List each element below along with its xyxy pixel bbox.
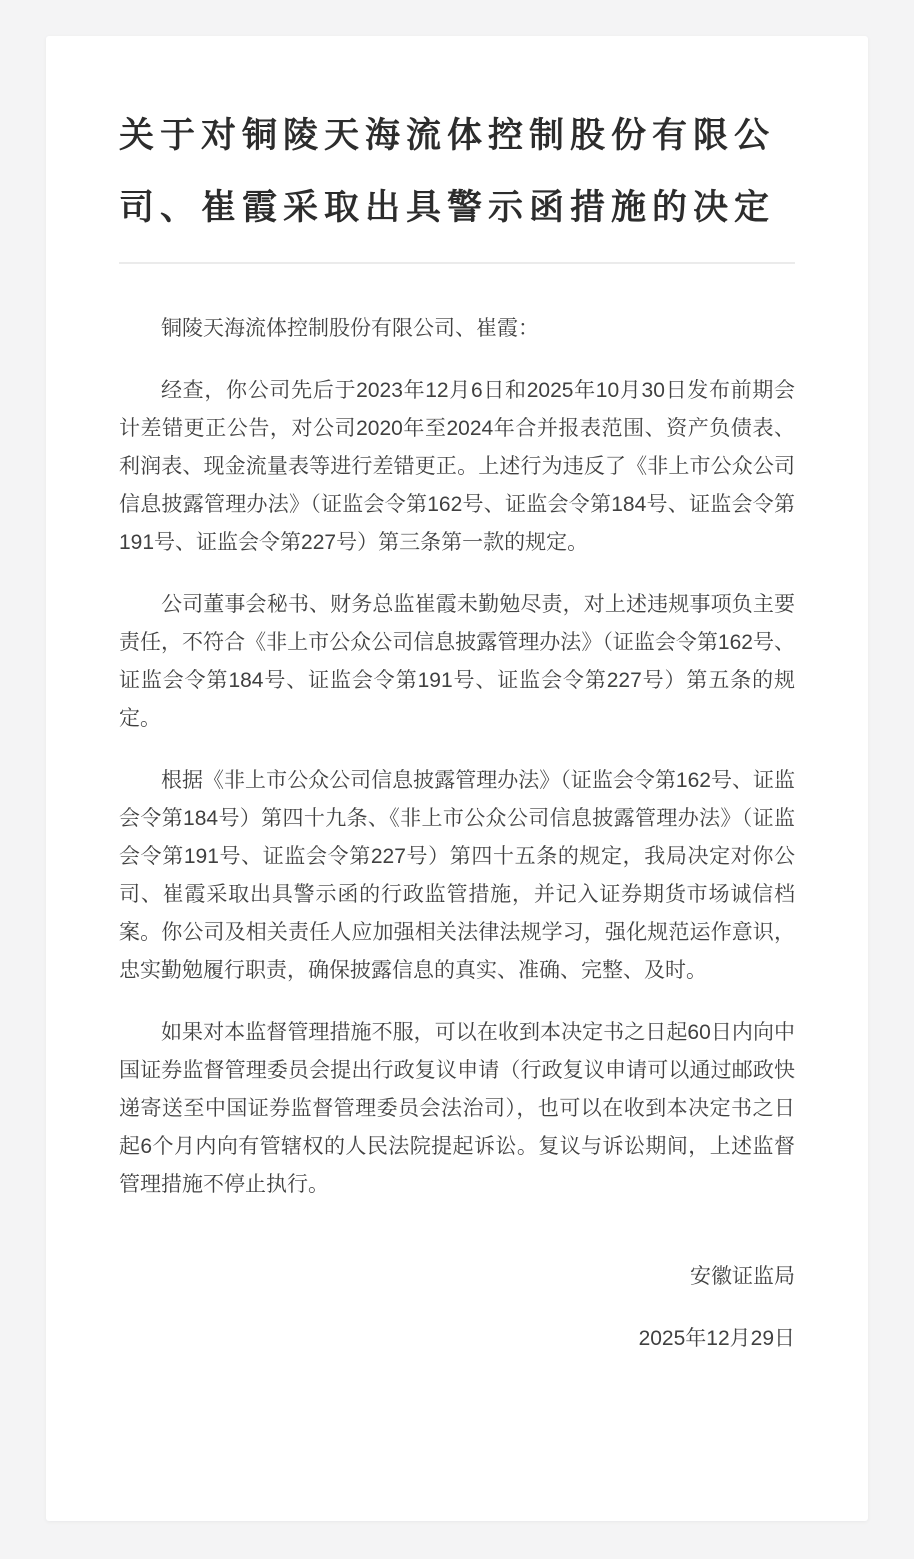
issue-date: 2025年12月29日 <box>638 1327 795 1350</box>
document-body <box>119 310 795 1204</box>
body-paragraph-2: 公司董事会秘书、财务总监崔霞未勤勉尽责，对上述违规事项负主要责任，不符合《非上市公众公司信息披露管理办法》（证监会令第162号、证监会令第184号、证监会令第191号、证监会令第227号）第五条的规定。 <box>119 593 795 730</box>
document-card <box>46 36 868 1521</box>
signature-block <box>119 1258 795 1358</box>
document-title: 关于对铜陵天海流体控制股份有限公司、崔霞采取出具警示函措施的决定 <box>119 116 776 227</box>
issuer-name: 安徽证监局 <box>690 1265 795 1288</box>
recipient-line: 铜陵天海流体控制股份有限公司、崔霞： <box>161 317 539 340</box>
title-divider <box>119 262 795 264</box>
body-paragraph-1: 经查，你公司先后于2023年12月6日和2025年10月30日发布前期会计差错更正公告，对公司2020年至2024年合并报表范围、资产负债表、利润表、现金流量表等进行差错更正。上述行为违反了《非上市公众公司信息披露管理办法》（证监会令第162号、证监会令第184号、证监会令第191号、证监会令第227号）第三条第一款的规定。 <box>119 379 795 554</box>
body-paragraph-3: 根据《非上市公众公司信息披露管理办法》（证监会令第162号、证监会令第184号）第四十九条、《非上市公众公司信息披露管理办法》（证监会令第191号、证监会令第227号）第四十五条的规定，我局决定对你公司、崔霞采取出具警示函的行政监管措施，并记入证券期货市场诚信档案。你公司及相关责任人应加强相关法律法规学习，强化规范运作意识，忠实勤勉履行职责，确保披露信息的真实、准确、完整、及时。 <box>119 769 795 982</box>
body-paragraph-4: 如果对本监督管理措施不服，可以在收到本决定书之日起60日内向中国证券监督管理委员会提出行政复议申请（行政复议申请可以通过邮政快递寄送至中国证券监督管理委员会法治司），也可以在收到本决定书之日起6个月内向有管辖权的人民法院提起诉讼。复议与诉讼期间，上述监督管理措施不停止执行。 <box>119 1021 795 1196</box>
